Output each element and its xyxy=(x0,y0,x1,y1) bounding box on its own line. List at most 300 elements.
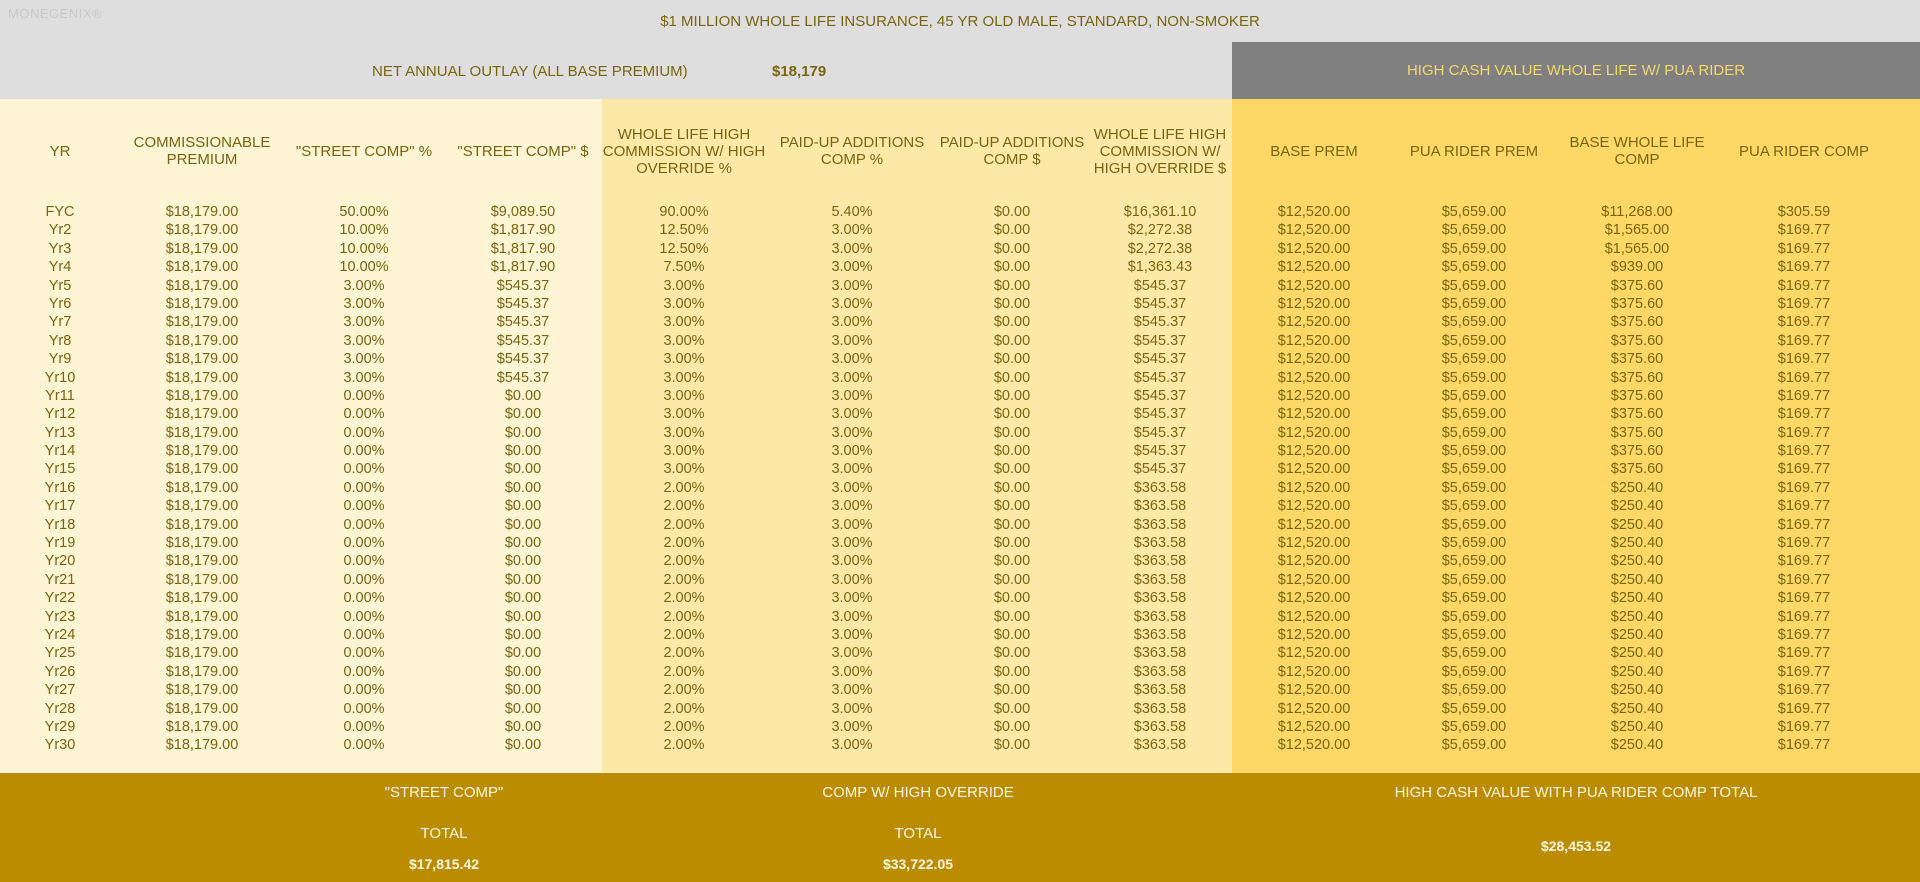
cell-street-comp-dollar: $545.37 xyxy=(496,314,550,331)
cell-high-override-dollar: $2,272.38 xyxy=(1127,222,1193,239)
title-row xyxy=(0,0,1920,42)
cell-pua-comp-dollar: $0.00 xyxy=(993,718,1031,735)
cell-yr: Yr19 xyxy=(44,535,76,552)
cell-street-comp-pct: 10.00% xyxy=(339,259,389,276)
cell-base-prem: $12,520.00 xyxy=(1277,369,1351,386)
cell-high-override-pct: 3.00% xyxy=(663,424,705,441)
cell-pua-rider-comp: $169.77 xyxy=(1777,387,1831,404)
cell-commissionable-premium: $18,179.00 xyxy=(165,737,239,754)
cell-pua-rider-prem: $5,659.00 xyxy=(1441,295,1507,312)
cell-yr: Yr24 xyxy=(44,626,76,643)
cell-pua-rider-comp: $169.77 xyxy=(1777,406,1831,423)
cell-base-prem: $12,520.00 xyxy=(1277,351,1351,368)
cell-base-prem: $12,520.00 xyxy=(1277,387,1351,404)
cell-base-wl-comp: $250.40 xyxy=(1610,535,1664,552)
outlay-value: $18,179 xyxy=(772,63,827,80)
cell-street-comp-pct: 0.00% xyxy=(343,626,385,643)
cell-street-comp-dollar: $545.37 xyxy=(496,277,550,294)
cell-street-comp-pct: 0.00% xyxy=(343,737,385,754)
cell-yr: Yr9 xyxy=(48,351,72,368)
cell-pua-comp-pct: 3.00% xyxy=(831,295,873,312)
cell-high-override-dollar: $545.37 xyxy=(1133,387,1187,404)
cell-high-override-pct: 2.00% xyxy=(663,516,705,533)
cell-commissionable-premium: $18,179.00 xyxy=(165,516,239,533)
cell-pua-comp-dollar: $0.00 xyxy=(993,535,1031,552)
data-rows xyxy=(0,203,1920,755)
cell-street-comp-pct: 0.00% xyxy=(343,700,385,717)
cell-high-override-dollar: $363.58 xyxy=(1133,645,1187,662)
cell-pua-comp-pct: 3.00% xyxy=(831,645,873,662)
cell-high-override-pct: 2.00% xyxy=(663,571,705,588)
cell-street-comp-dollar: $1,817.90 xyxy=(490,259,556,276)
cell-commissionable-premium: $18,179.00 xyxy=(165,498,239,515)
cell-commissionable-premium: $18,179.00 xyxy=(165,479,239,496)
cell-base-wl-comp: $250.40 xyxy=(1610,700,1664,717)
cell-high-override-pct: 3.00% xyxy=(663,277,705,294)
cell-yr: Yr16 xyxy=(44,479,76,496)
cell-base-wl-comp: $375.60 xyxy=(1610,443,1664,460)
cell-street-comp-pct: 0.00% xyxy=(343,608,385,625)
cell-pua-comp-dollar: $0.00 xyxy=(993,332,1031,349)
cell-base-wl-comp: $250.40 xyxy=(1610,516,1664,533)
cell-high-override-pct: 3.00% xyxy=(663,387,705,404)
cell-commissionable-premium: $18,179.00 xyxy=(165,259,239,276)
cell-yr: Yr21 xyxy=(44,571,76,588)
cell-yr: FYC xyxy=(45,204,75,220)
cell-street-comp-pct: 0.00% xyxy=(343,424,385,441)
cell-pua-rider-prem: $5,659.00 xyxy=(1441,443,1507,460)
cell-yr: Yr28 xyxy=(44,700,76,717)
cell-base-prem: $12,520.00 xyxy=(1277,718,1351,735)
cell-high-override-pct: 2.00% xyxy=(663,498,705,515)
cell-commissionable-premium: $18,179.00 xyxy=(165,590,239,607)
cell-pua-comp-dollar: $0.00 xyxy=(993,424,1031,441)
cell-base-wl-comp: $250.40 xyxy=(1610,682,1664,699)
cell-pua-rider-prem: $5,659.00 xyxy=(1441,369,1507,386)
cell-street-comp-dollar: $0.00 xyxy=(504,682,542,699)
cell-high-override-pct: 3.00% xyxy=(663,369,705,386)
cell-pua-rider-comp: $305.59 xyxy=(1777,204,1831,220)
outlay-label: NET ANNUAL OUTLAY (ALL BASE PREMIUM) xyxy=(372,63,688,80)
cell-commissionable-premium: $18,179.00 xyxy=(165,645,239,662)
cell-street-comp-pct: 0.00% xyxy=(343,718,385,735)
cell-street-comp-pct: 0.00% xyxy=(343,479,385,496)
cell-commissionable-premium: $18,179.00 xyxy=(165,387,239,404)
cell-pua-comp-dollar: $0.00 xyxy=(993,571,1031,588)
override-total-value: $33,722.05 xyxy=(882,856,954,872)
cell-street-comp-dollar: $0.00 xyxy=(504,535,542,552)
cell-pua-rider-prem: $5,659.00 xyxy=(1441,553,1507,570)
cell-pua-comp-pct: 3.00% xyxy=(831,535,873,552)
cell-pua-comp-dollar: $0.00 xyxy=(993,369,1031,386)
cell-base-prem: $12,520.00 xyxy=(1277,737,1351,754)
header-pua-comp-dollar: PAID-UP ADDITIONS COMP $ xyxy=(939,134,1085,168)
table-row xyxy=(0,663,1920,681)
cell-pua-comp-dollar: $0.00 xyxy=(993,387,1031,404)
cell-yr: Yr11 xyxy=(45,387,75,404)
totals-footer xyxy=(0,773,1920,882)
cell-street-comp-pct: 0.00% xyxy=(343,645,385,662)
cell-yr: Yr15 xyxy=(44,461,76,478)
cell-commissionable-premium: $18,179.00 xyxy=(165,663,239,680)
cell-pua-comp-pct: 3.00% xyxy=(831,424,873,441)
cell-street-comp-pct: 0.00% xyxy=(343,553,385,570)
table-row xyxy=(0,479,1920,497)
cell-pua-comp-dollar: $0.00 xyxy=(993,443,1031,460)
cell-pua-comp-pct: 5.40% xyxy=(831,204,873,220)
cell-high-override-pct: 3.00% xyxy=(663,351,705,368)
cell-street-comp-pct: 3.00% xyxy=(343,295,385,312)
street-total-label: TOTAL xyxy=(420,825,468,842)
cell-yr: Yr4 xyxy=(48,259,72,276)
cell-pua-rider-prem: $5,659.00 xyxy=(1441,240,1507,257)
cell-street-comp-pct: 3.00% xyxy=(343,332,385,349)
cell-base-wl-comp: $250.40 xyxy=(1610,553,1664,570)
cell-street-comp-pct: 3.00% xyxy=(343,351,385,368)
cell-pua-rider-comp: $169.77 xyxy=(1777,295,1831,312)
table-row xyxy=(0,350,1920,368)
table-row xyxy=(0,369,1920,387)
cell-street-comp-pct: 0.00% xyxy=(343,516,385,533)
cell-base-wl-comp: $375.60 xyxy=(1610,369,1664,386)
cell-pua-comp-pct: 3.00% xyxy=(831,682,873,699)
cell-base-wl-comp: $250.40 xyxy=(1610,645,1664,662)
cell-base-prem: $12,520.00 xyxy=(1277,314,1351,331)
cell-pua-rider-prem: $5,659.00 xyxy=(1441,222,1507,239)
cell-pua-comp-pct: 3.00% xyxy=(831,608,873,625)
cell-base-prem: $12,520.00 xyxy=(1277,479,1351,496)
cell-street-comp-dollar: $0.00 xyxy=(504,553,542,570)
cell-yr: Yr10 xyxy=(44,369,76,386)
cell-pua-rider-prem: $5,659.00 xyxy=(1441,314,1507,331)
cell-high-override-pct: 2.00% xyxy=(663,553,705,570)
cell-high-override-pct: 3.00% xyxy=(663,443,705,460)
cell-commissionable-premium: $18,179.00 xyxy=(165,626,239,643)
cell-base-prem: $12,520.00 xyxy=(1277,277,1351,294)
cell-street-comp-dollar: $0.00 xyxy=(504,571,542,588)
cell-high-override-pct: 2.00% xyxy=(663,590,705,607)
cell-high-override-pct: 3.00% xyxy=(663,295,705,312)
cell-base-prem: $12,520.00 xyxy=(1277,626,1351,643)
cell-yr: Yr8 xyxy=(48,332,72,349)
cell-yr: Yr30 xyxy=(44,737,76,754)
cell-pua-rider-prem: $5,659.00 xyxy=(1441,351,1507,368)
cell-base-wl-comp: $375.60 xyxy=(1610,295,1664,312)
cell-pua-rider-prem: $5,659.00 xyxy=(1441,608,1507,625)
cell-pua-comp-dollar: $0.00 xyxy=(993,553,1031,570)
cell-high-override-pct: 2.00% xyxy=(663,645,705,662)
cell-street-comp-pct: 3.00% xyxy=(343,277,385,294)
cell-pua-comp-pct: 3.00% xyxy=(831,369,873,386)
cell-pua-rider-comp: $169.77 xyxy=(1777,443,1831,460)
header-pua-rider-comp: PUA RIDER COMP xyxy=(1738,142,1870,160)
table-row xyxy=(0,497,1920,515)
table-row xyxy=(0,571,1920,589)
cell-high-override-dollar: $545.37 xyxy=(1133,277,1187,294)
header-high-override-dollar: WHOLE LIFE HIGH COMMISSION W/ HIGH OVERRIDE $ xyxy=(1093,125,1227,177)
cell-pua-comp-dollar: $0.00 xyxy=(993,608,1031,625)
table-row xyxy=(0,313,1920,331)
cell-street-comp-pct: 0.00% xyxy=(343,535,385,552)
cell-pua-comp-dollar: $0.00 xyxy=(993,479,1031,496)
cell-commissionable-premium: $18,179.00 xyxy=(165,700,239,717)
cell-high-override-dollar: $363.58 xyxy=(1133,682,1187,699)
cell-high-override-pct: 3.00% xyxy=(663,332,705,349)
cell-high-override-pct: 90.00% xyxy=(659,204,709,220)
cell-base-wl-comp: $375.60 xyxy=(1610,406,1664,423)
cell-base-prem: $12,520.00 xyxy=(1277,443,1351,460)
cell-base-prem: $12,520.00 xyxy=(1277,240,1351,257)
cell-high-override-dollar: $2,272.38 xyxy=(1127,240,1193,257)
cell-commissionable-premium: $18,179.00 xyxy=(165,314,239,331)
cell-commissionable-premium: $18,179.00 xyxy=(165,571,239,588)
table-row xyxy=(0,332,1920,350)
cell-street-comp-pct: 10.00% xyxy=(339,222,389,239)
cell-base-prem: $12,520.00 xyxy=(1277,553,1351,570)
cell-base-wl-comp: $1,565.00 xyxy=(1604,222,1670,239)
cell-pua-rider-prem: $5,659.00 xyxy=(1441,663,1507,680)
header-high-override-pct: WHOLE LIFE HIGH COMMISSION W/ HIGH OVERRIDE % xyxy=(602,125,766,177)
cell-high-override-pct: 2.00% xyxy=(663,700,705,717)
cell-base-prem: $12,520.00 xyxy=(1277,406,1351,423)
cell-base-wl-comp: $250.40 xyxy=(1610,479,1664,496)
cell-high-override-pct: 12.50% xyxy=(659,240,709,257)
cell-pua-rider-comp: $169.77 xyxy=(1777,479,1831,496)
cell-yr: Yr6 xyxy=(48,295,72,312)
cell-high-override-dollar: $363.58 xyxy=(1133,626,1187,643)
cell-pua-comp-pct: 3.00% xyxy=(831,332,873,349)
header-street-comp-dollar: "STREET COMP" $ xyxy=(457,142,589,160)
table-row xyxy=(0,718,1920,736)
cell-high-override-dollar: $363.58 xyxy=(1133,608,1187,625)
cell-pua-comp-pct: 3.00% xyxy=(831,718,873,735)
cell-high-override-dollar: $363.58 xyxy=(1133,737,1187,754)
cell-pua-rider-comp: $169.77 xyxy=(1777,259,1831,276)
cell-high-override-pct: 2.00% xyxy=(663,718,705,735)
cell-base-prem: $12,520.00 xyxy=(1277,590,1351,607)
cell-pua-comp-dollar: $0.00 xyxy=(993,700,1031,717)
cell-pua-comp-dollar: $0.00 xyxy=(993,259,1031,276)
cell-commissionable-premium: $18,179.00 xyxy=(165,682,239,699)
header-street-comp-pct: "STREET COMP" % xyxy=(295,142,433,160)
cell-street-comp-dollar: $545.37 xyxy=(496,351,550,368)
cell-pua-comp-pct: 3.00% xyxy=(831,737,873,754)
cell-commissionable-premium: $18,179.00 xyxy=(165,204,239,220)
cell-pua-comp-pct: 3.00% xyxy=(831,387,873,404)
cell-pua-rider-comp: $169.77 xyxy=(1777,626,1831,643)
cell-street-comp-pct: 0.00% xyxy=(343,387,385,404)
cell-pua-comp-pct: 3.00% xyxy=(831,314,873,331)
cell-base-prem: $12,520.00 xyxy=(1277,461,1351,478)
cell-high-override-dollar: $545.37 xyxy=(1133,443,1187,460)
pua-rider-banner: HIGH CASH VALUE WHOLE LIFE W/ PUA RIDER xyxy=(1232,42,1920,99)
cell-street-comp-pct: 0.00% xyxy=(343,571,385,588)
cell-street-comp-dollar: $0.00 xyxy=(504,461,542,478)
table-row xyxy=(0,626,1920,644)
cell-pua-comp-dollar: $0.00 xyxy=(993,626,1031,643)
cell-street-comp-pct: 3.00% xyxy=(343,369,385,386)
cell-commissionable-premium: $18,179.00 xyxy=(165,369,239,386)
cell-high-override-dollar: $545.37 xyxy=(1133,314,1187,331)
cell-pua-rider-comp: $169.77 xyxy=(1777,645,1831,662)
cell-base-prem: $12,520.00 xyxy=(1277,700,1351,717)
cell-street-comp-pct: 0.00% xyxy=(343,461,385,478)
cell-high-override-dollar: $363.58 xyxy=(1133,479,1187,496)
cell-high-override-dollar: $363.58 xyxy=(1133,663,1187,680)
cell-pua-rider-prem: $5,659.00 xyxy=(1441,737,1507,754)
cell-commissionable-premium: $18,179.00 xyxy=(165,351,239,368)
cell-street-comp-dollar: $0.00 xyxy=(504,516,542,533)
header-base-wl-comp: BASE WHOLE LIFE COMP xyxy=(1569,134,1705,168)
cell-pua-rider-comp: $169.77 xyxy=(1777,535,1831,552)
cell-street-comp-pct: 0.00% xyxy=(343,406,385,423)
cell-pua-comp-pct: 3.00% xyxy=(831,626,873,643)
cell-pua-comp-dollar: $0.00 xyxy=(993,277,1031,294)
cell-base-prem: $12,520.00 xyxy=(1277,645,1351,662)
cell-base-prem: $12,520.00 xyxy=(1277,535,1351,552)
cell-pua-rider-prem: $5,659.00 xyxy=(1441,461,1507,478)
table-row xyxy=(0,516,1920,534)
header-commissionable-premium: COMMISSIONABLE PREMIUM xyxy=(133,134,271,168)
cell-yr: Yr2 xyxy=(48,222,72,239)
cell-base-prem: $12,520.00 xyxy=(1277,332,1351,349)
cell-pua-rider-prem: $5,659.00 xyxy=(1441,498,1507,515)
cell-commissionable-premium: $18,179.00 xyxy=(165,222,239,239)
cell-high-override-dollar: $545.37 xyxy=(1133,406,1187,423)
cell-high-override-dollar: $545.37 xyxy=(1133,424,1187,441)
cell-pua-rider-comp: $169.77 xyxy=(1777,351,1831,368)
cell-commissionable-premium: $18,179.00 xyxy=(165,295,239,312)
cell-base-prem: $12,520.00 xyxy=(1277,259,1351,276)
cell-pua-comp-pct: 3.00% xyxy=(831,277,873,294)
cell-pua-comp-dollar: $0.00 xyxy=(993,314,1031,331)
cell-pua-rider-prem: $5,659.00 xyxy=(1441,259,1507,276)
cell-pua-rider-prem: $5,659.00 xyxy=(1441,645,1507,662)
cell-high-override-dollar: $545.37 xyxy=(1133,295,1187,312)
cell-high-override-pct: 2.00% xyxy=(663,663,705,680)
cell-pua-rider-prem: $5,659.00 xyxy=(1441,590,1507,607)
cell-high-override-dollar: $363.58 xyxy=(1133,571,1187,588)
cell-base-wl-comp: $250.40 xyxy=(1610,626,1664,643)
cell-pua-rider-comp: $169.77 xyxy=(1777,553,1831,570)
cell-street-comp-pct: 3.00% xyxy=(343,314,385,331)
cell-pua-rider-comp: $169.77 xyxy=(1777,608,1831,625)
cell-pua-rider-comp: $169.77 xyxy=(1777,498,1831,515)
table-row xyxy=(0,681,1920,699)
cell-yr: Yr14 xyxy=(44,443,76,460)
cell-street-comp-pct: 0.00% xyxy=(343,498,385,515)
cell-street-comp-dollar: $0.00 xyxy=(504,626,542,643)
cell-pua-comp-dollar: $0.00 xyxy=(993,204,1031,220)
header-yr: YR xyxy=(49,142,71,160)
cell-street-comp-dollar: $0.00 xyxy=(504,479,542,496)
cell-yr: Yr17 xyxy=(44,498,76,515)
cell-pua-comp-pct: 3.00% xyxy=(831,461,873,478)
cell-pua-rider-prem: $5,659.00 xyxy=(1441,516,1507,533)
cell-yr: Yr3 xyxy=(48,240,72,257)
cell-high-override-dollar: $363.58 xyxy=(1133,700,1187,717)
cell-pua-rider-comp: $169.77 xyxy=(1777,737,1831,754)
cell-high-override-dollar: $363.58 xyxy=(1133,590,1187,607)
cell-pua-comp-dollar: $0.00 xyxy=(993,222,1031,239)
cell-pua-comp-dollar: $0.00 xyxy=(993,351,1031,368)
cell-high-override-dollar: $363.58 xyxy=(1133,553,1187,570)
table-row xyxy=(0,405,1920,423)
cell-high-override-pct: 3.00% xyxy=(663,461,705,478)
cell-base-prem: $12,520.00 xyxy=(1277,682,1351,699)
cell-pua-comp-pct: 3.00% xyxy=(831,590,873,607)
cell-pua-comp-pct: 3.00% xyxy=(831,479,873,496)
cell-pua-rider-comp: $169.77 xyxy=(1777,663,1831,680)
cell-base-prem: $12,520.00 xyxy=(1277,608,1351,625)
cell-pua-comp-pct: 3.00% xyxy=(831,700,873,717)
header-base-prem: BASE PREM xyxy=(1270,142,1358,160)
cell-street-comp-dollar: $0.00 xyxy=(504,608,542,625)
cell-base-wl-comp: $11,268.00 xyxy=(1601,204,1673,220)
cell-base-wl-comp: $375.60 xyxy=(1610,314,1664,331)
cell-high-override-pct: 3.00% xyxy=(663,314,705,331)
cell-high-override-dollar: $1,363.43 xyxy=(1127,259,1193,276)
cell-high-override-pct: 2.00% xyxy=(663,737,705,754)
cell-pua-rider-comp: $169.77 xyxy=(1777,424,1831,441)
cell-pua-rider-comp: $169.77 xyxy=(1777,590,1831,607)
cell-pua-rider-comp: $169.77 xyxy=(1777,571,1831,588)
cell-street-comp-dollar: $545.37 xyxy=(496,369,550,386)
table-row xyxy=(0,221,1920,239)
cell-high-override-dollar: $545.37 xyxy=(1133,369,1187,386)
cell-street-comp-dollar: $0.00 xyxy=(504,590,542,607)
cell-yr: Yr5 xyxy=(48,277,72,294)
cell-pua-rider-prem: $5,659.00 xyxy=(1441,424,1507,441)
table-row xyxy=(0,736,1920,754)
cell-yr: Yr23 xyxy=(44,608,76,625)
table-row xyxy=(0,258,1920,276)
table-row xyxy=(0,460,1920,478)
cell-yr: Yr25 xyxy=(44,645,76,662)
table-row xyxy=(0,442,1920,460)
cell-pua-comp-pct: 3.00% xyxy=(831,516,873,533)
cell-pua-comp-pct: 3.00% xyxy=(831,406,873,423)
cell-high-override-pct: 2.00% xyxy=(663,682,705,699)
table-row xyxy=(0,552,1920,570)
cell-commissionable-premium: $18,179.00 xyxy=(165,608,239,625)
cell-base-wl-comp: $375.60 xyxy=(1610,351,1664,368)
cell-base-wl-comp: $375.60 xyxy=(1610,461,1664,478)
cell-pua-rider-prem: $5,659.00 xyxy=(1441,332,1507,349)
cell-base-wl-comp: $939.00 xyxy=(1610,259,1664,276)
cell-high-override-pct: 2.00% xyxy=(663,608,705,625)
cell-commissionable-premium: $18,179.00 xyxy=(165,277,239,294)
cell-base-wl-comp: $250.40 xyxy=(1610,737,1664,754)
cell-high-override-pct: 2.00% xyxy=(663,479,705,496)
cell-commissionable-premium: $18,179.00 xyxy=(165,424,239,441)
cell-base-prem: $12,520.00 xyxy=(1277,204,1351,220)
table-row xyxy=(0,644,1920,662)
cell-base-wl-comp: $250.40 xyxy=(1610,718,1664,735)
cell-street-comp-dollar: $0.00 xyxy=(504,424,542,441)
cell-pua-comp-dollar: $0.00 xyxy=(993,461,1031,478)
cell-pua-rider-comp: $169.77 xyxy=(1777,461,1831,478)
cell-pua-comp-pct: 3.00% xyxy=(831,663,873,680)
header-pua-comp-pct: PAID-UP ADDITIONS COMP % xyxy=(779,134,925,168)
cell-base-wl-comp: $250.40 xyxy=(1610,608,1664,625)
cell-commissionable-premium: $18,179.00 xyxy=(165,553,239,570)
cell-base-wl-comp: $1,565.00 xyxy=(1604,240,1670,257)
cell-base-wl-comp: $375.60 xyxy=(1610,277,1664,294)
cell-base-prem: $12,520.00 xyxy=(1277,498,1351,515)
cell-base-prem: $12,520.00 xyxy=(1277,222,1351,239)
cell-commissionable-premium: $18,179.00 xyxy=(165,443,239,460)
